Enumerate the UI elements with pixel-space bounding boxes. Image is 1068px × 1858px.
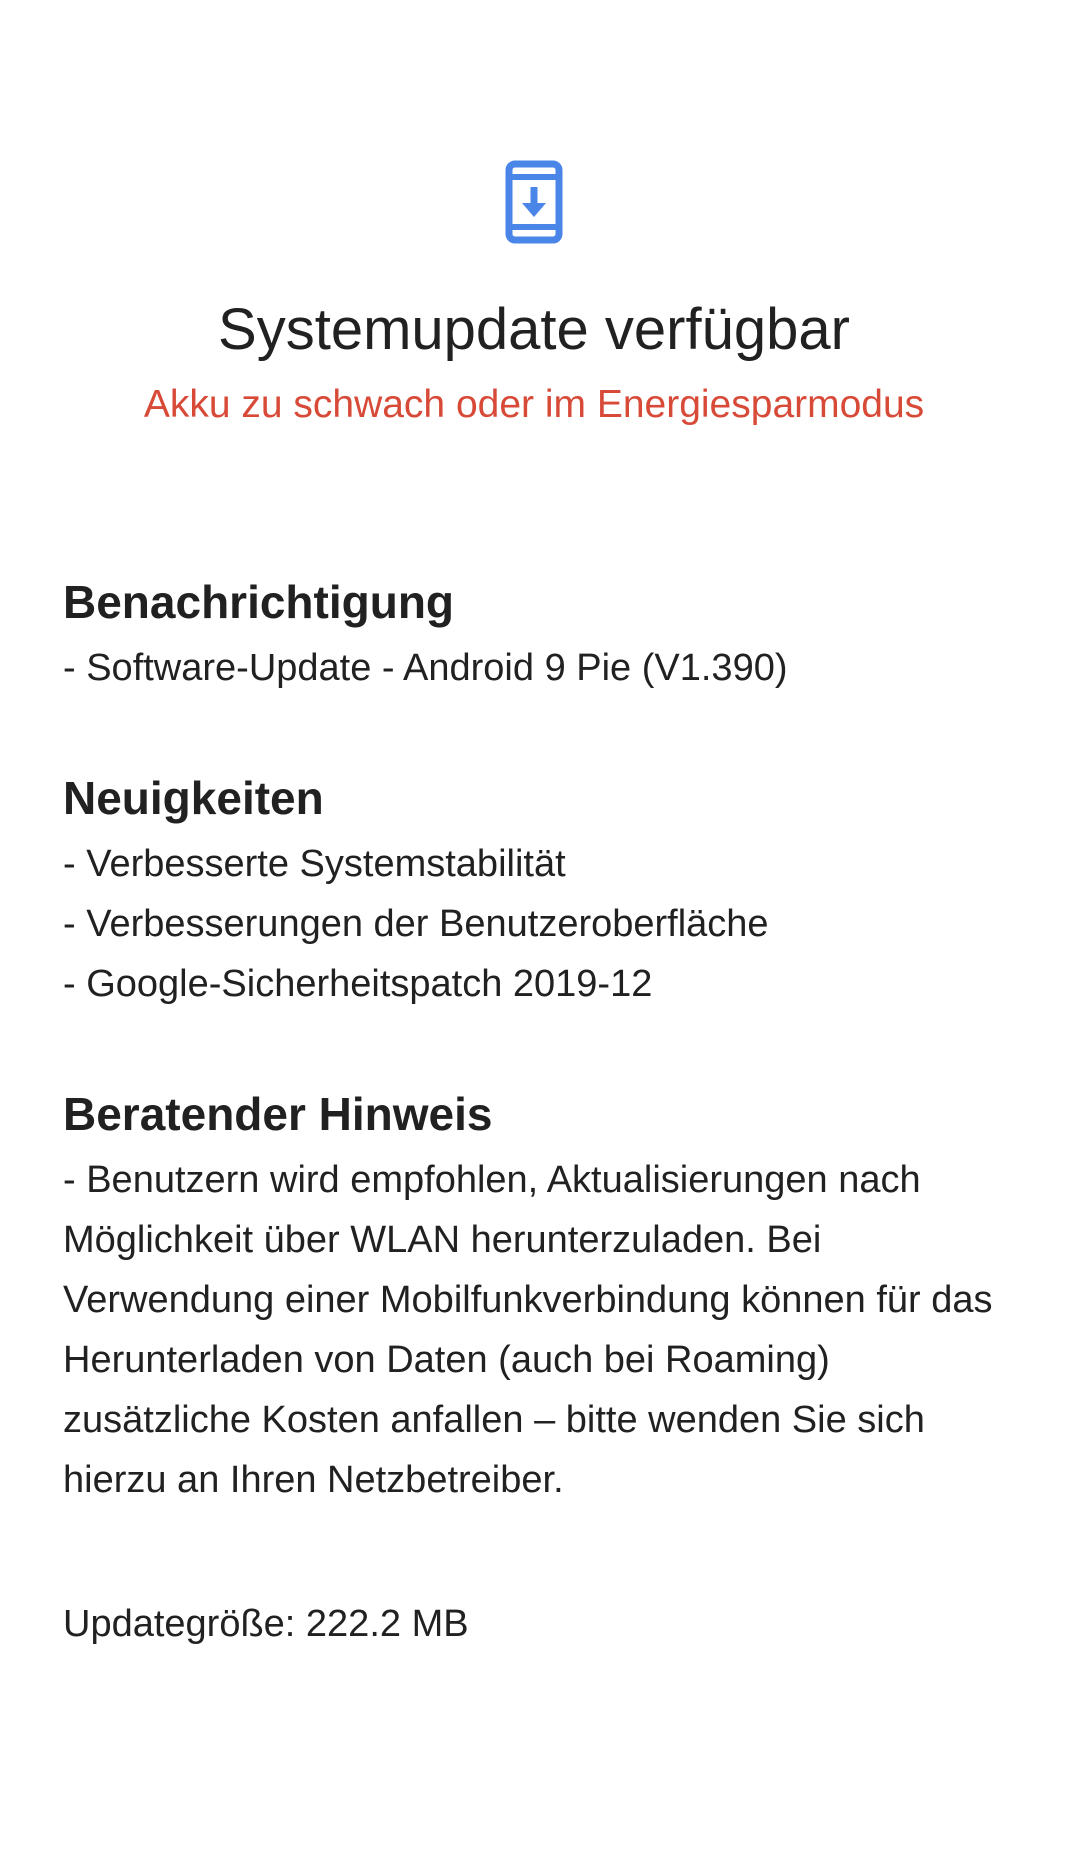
update-size: Updategröße: 222.2 MB	[63, 1603, 469, 1645]
section-line: - Software-Update - Android 9 Pie (V1.390)	[63, 647, 788, 689]
section-news	[63, 768, 1013, 1014]
page-title: Systemupdate verfügbar	[218, 297, 850, 362]
section-notification	[63, 572, 1013, 698]
section-line: - Google-Sicherheitspatch 2019-12	[63, 963, 653, 1005]
section-advisory	[63, 1084, 1013, 1510]
release-notes	[63, 572, 1013, 1580]
section-heading: Beratender Hinweis	[63, 1088, 493, 1140]
advisory-text: - Benutzern wird empfohlen, Aktualisierungen nach Möglichkeit über WLAN herunterzuladen. Bei Verwendung einer Mobilfunkverbindung können für das Herunterladen von Daten (auch bei Roaming) zusätzliche Kosten anfallen – bitte wenden Sie sich hierzu an Ihren Netzbetreiber.	[63, 1159, 993, 1501]
section-heading: Neuigkeiten	[63, 772, 324, 824]
update-icon-container	[505, 160, 563, 244]
battery-warning: Akku zu schwach oder im Energiesparmodus	[143, 383, 925, 426]
section-line: - Verbesserte Systemstabilität	[63, 843, 566, 885]
section-line: - Verbesserungen der Benutzeroberfläche	[63, 903, 769, 945]
phone-download-icon	[505, 160, 563, 244]
section-heading: Benachrichtigung	[63, 576, 455, 628]
